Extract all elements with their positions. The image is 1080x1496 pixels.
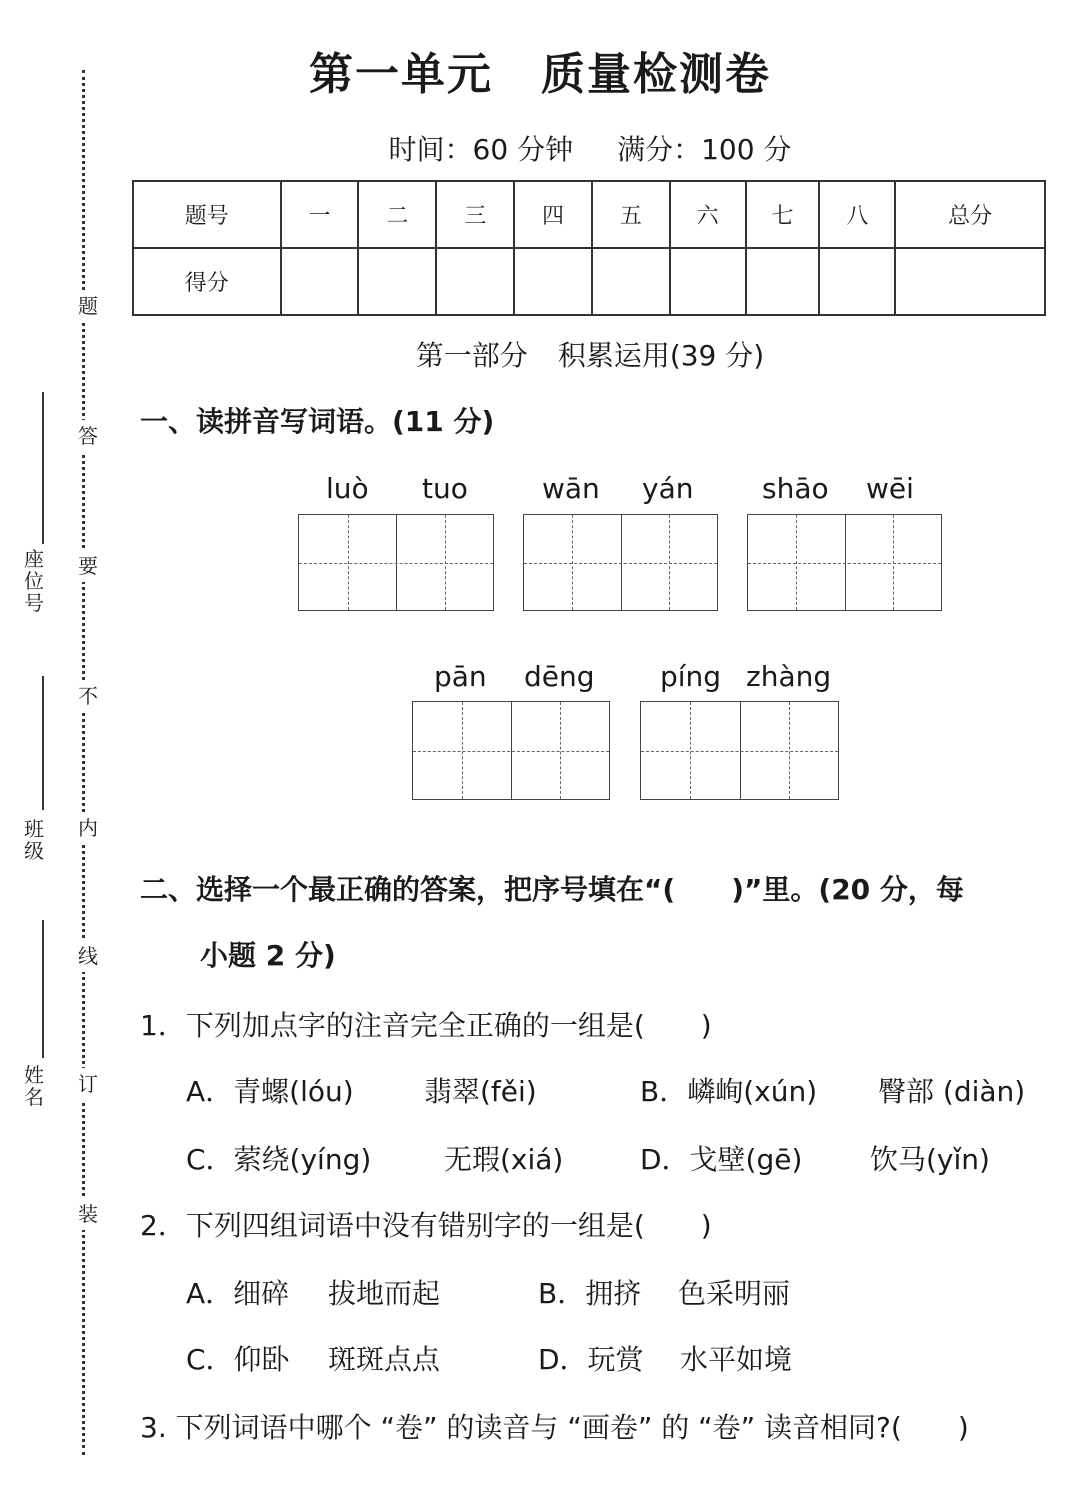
option: 臀部 (diàn): [878, 1075, 1026, 1108]
writing-grid[interactable]: [298, 514, 494, 611]
q2-heading: 二、选择一个最正确的答案，把序号填在“( )”里。(20 分，每: [140, 873, 964, 906]
score-header-row: 题号 一 二 三 四 五 六 七 八 总分: [133, 181, 1045, 248]
score-cell[interactable]: [670, 248, 746, 315]
margin-char: 不: [76, 680, 100, 712]
pinyin: luò: [326, 472, 369, 505]
margin-char: 答: [76, 420, 100, 452]
pinyin: dēng: [524, 660, 595, 693]
option: D．玩赏: [538, 1343, 644, 1376]
q2-item2-stem: 2．下列四组词语中没有错别字的一组是( ): [140, 1209, 712, 1242]
score-cell[interactable]: [895, 248, 1045, 315]
margin-char: 题: [76, 290, 100, 322]
margin-char: 要: [76, 550, 100, 582]
exam-info: [0, 128, 1080, 168]
pinyin: shāo: [762, 472, 829, 505]
option: 无瑕(xiá): [444, 1143, 564, 1176]
option: B．拥挤: [538, 1277, 642, 1310]
option: D．戈壁(gē): [640, 1143, 803, 1176]
pinyin: pān: [434, 660, 487, 693]
writing-grid[interactable]: [523, 514, 718, 611]
score-cell[interactable]: [592, 248, 670, 315]
writing-grid[interactable]: [640, 701, 839, 800]
pinyin: tuo: [422, 472, 468, 505]
page-title: 第一单元 质量检测卷: [309, 49, 771, 100]
option: C．萦绕(yíng): [186, 1143, 372, 1176]
option: C．仰卧: [186, 1343, 290, 1376]
score-cell[interactable]: [358, 248, 436, 315]
option: 色采明丽: [678, 1277, 791, 1310]
name-blank-line: [42, 920, 44, 1058]
margin-char: 装: [76, 1198, 100, 1230]
score-table: [132, 180, 1046, 316]
pinyin: yán: [642, 472, 694, 505]
time-limit: 时间：60 分钟: [388, 133, 574, 166]
margin-char: 线: [76, 940, 100, 972]
q1-heading: 一、读拼音写词语。(11 分): [140, 405, 495, 438]
option: 拔地而起: [328, 1277, 441, 1310]
margin-char: 内: [76, 812, 100, 844]
pinyin: píng: [660, 660, 722, 693]
option: 斑斑点点: [328, 1343, 441, 1376]
option: 水平如境: [680, 1343, 793, 1376]
pinyin: zhàng: [746, 660, 832, 693]
option: B．嶙峋(xún): [640, 1075, 818, 1108]
name-label: 姓名: [24, 1063, 44, 1109]
class-label: 班级: [24, 817, 44, 863]
option: 翡翠(fěi): [424, 1075, 537, 1108]
writing-grid[interactable]: [412, 701, 610, 800]
seat-label: 座位号: [24, 547, 44, 615]
q2-item3-stem: 3. 下列词语中哪个 “卷” 的读音与 “画卷” 的 “卷” 读音相同?( ): [140, 1411, 969, 1444]
score-value-row: 得分: [133, 248, 1045, 315]
q2-item1-stem: 1．下列加点字的注音完全正确的一组是( ): [140, 1009, 712, 1042]
score-cell[interactable]: [746, 248, 820, 315]
option: A．细碎: [186, 1277, 290, 1310]
class-blank-line: [42, 676, 44, 810]
binding-dotted-line: [82, 70, 85, 1455]
score-cell[interactable]: [514, 248, 592, 315]
option: 饮马(yǐn): [870, 1143, 990, 1176]
score-cell[interactable]: [819, 248, 895, 315]
pinyin: wēi: [866, 472, 914, 505]
margin-char: 订: [76, 1068, 100, 1100]
section-title: 第一部分 积累运用(39 分): [415, 339, 765, 372]
seat-blank-line: [42, 392, 44, 544]
full-score: 满分：100 分: [617, 133, 792, 166]
score-cell[interactable]: [436, 248, 514, 315]
score-cell[interactable]: [281, 248, 359, 315]
pinyin: wān: [542, 472, 600, 505]
option: A．青螺(lóu): [186, 1075, 354, 1108]
writing-grid[interactable]: [747, 514, 942, 611]
q2-heading-cont: 小题 2 分): [200, 939, 336, 972]
